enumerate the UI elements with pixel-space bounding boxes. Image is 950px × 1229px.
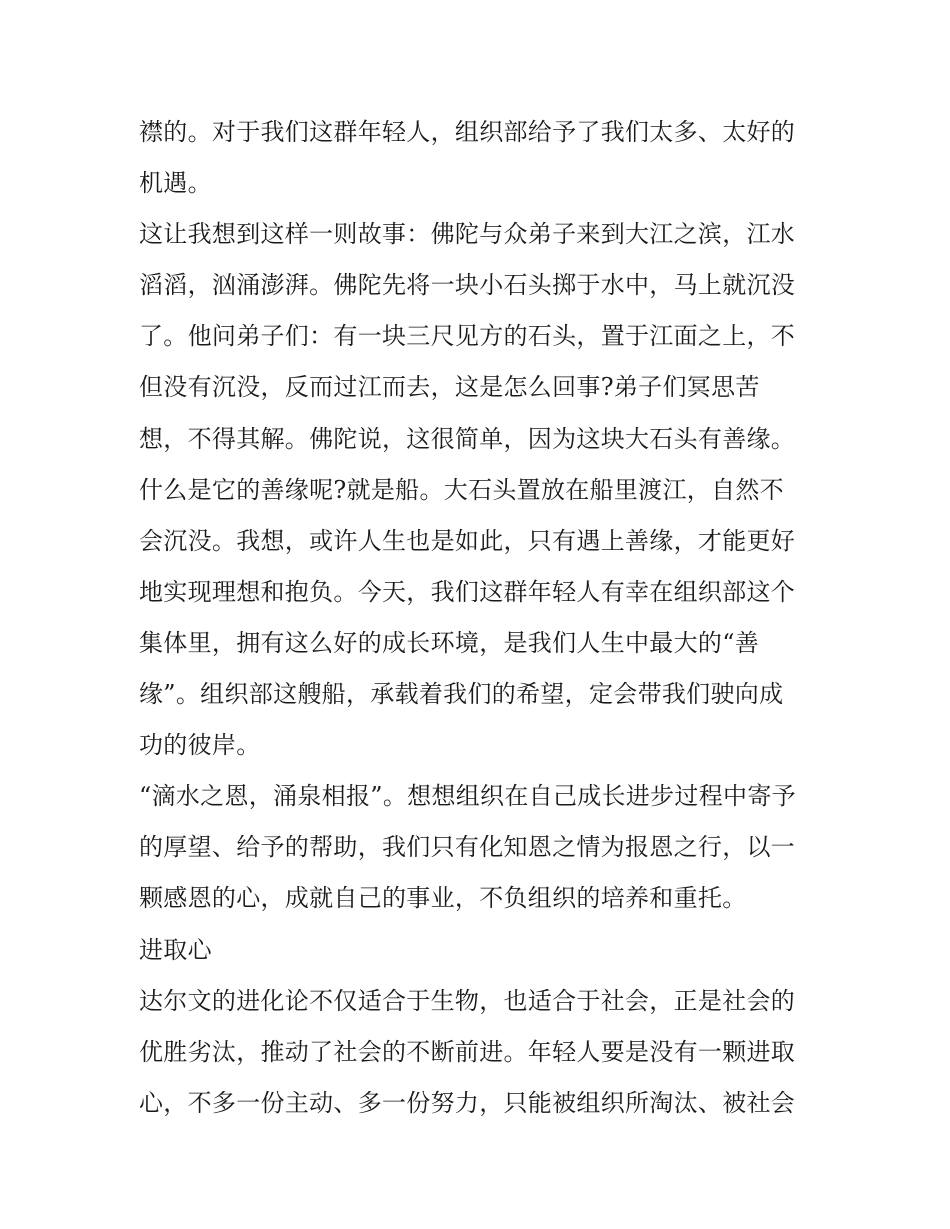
text-line-12: 缘”。组织部这艘船，承载着我们的希望，定会带我们驶向成	[139, 680, 784, 709]
text-line-14: “滴水之恩，涌泉相报”。想想组织在自己成长进步过程中寄予	[139, 782, 796, 811]
text-line-18: 达尔文的进化论不仅适合于生物，也适合于社会，正是社会的	[139, 986, 796, 1015]
text-line-1: 襟的。对于我们这群年轻人，组织部给予了我们太多、太好的	[139, 118, 796, 146]
body-text	[139, 107, 817, 1129]
text-line-7: 想，不得其解。佛陀说，这很简单，因为这块大石头有善缘。	[139, 424, 796, 453]
text-line-13: 功的彼岸。	[139, 731, 261, 760]
text-line-2: 机遇。	[139, 169, 212, 198]
text-line-6: 但没有沉没，反而过江而去，这是怎么回事?弟子们冥思苦	[139, 373, 760, 402]
section-heading: 进取心	[139, 935, 212, 964]
text-line-3: 这让我想到这样一则故事：佛陀与众弟子来到大江之滨，江水	[139, 220, 796, 249]
text-line-16: 颗感恩的心，成就自己的事业，不负组织的培养和重托。	[139, 884, 747, 913]
text-line-5: 了。他问弟子们：有一块三尺见方的石头，置于江面之上，不	[139, 322, 796, 351]
text-line-19: 优胜劣汰，推动了社会的不断前进。年轻人要是没有一颗进取	[139, 1037, 796, 1066]
text-line-15: 的厚望、给予的帮助，我们只有化知恩之情为报恩之行，以一	[139, 833, 796, 862]
text-line-9: 会沉没。我想，或许人生也是如此，只有遇上善缘，才能更好	[139, 526, 796, 555]
text-line-4: 滔滔，汹涌澎湃。佛陀先将一块小石头掷于水中，马上就沉没	[139, 271, 796, 300]
text-line-8: 什么是它的善缘呢?就是船。大石头置放在船里渡江，自然不	[139, 475, 784, 504]
text-line-10: 地实现理想和抱负。今天，我们这群年轻人有幸在组织部这个	[139, 577, 796, 606]
text-line-20: 心，不多一份主动、多一份努力，只能被组织所淘汰、被社会	[139, 1088, 796, 1117]
text-line-11: 集体里，拥有这么好的成长环境，是我们人生中最大的“善	[139, 628, 760, 657]
